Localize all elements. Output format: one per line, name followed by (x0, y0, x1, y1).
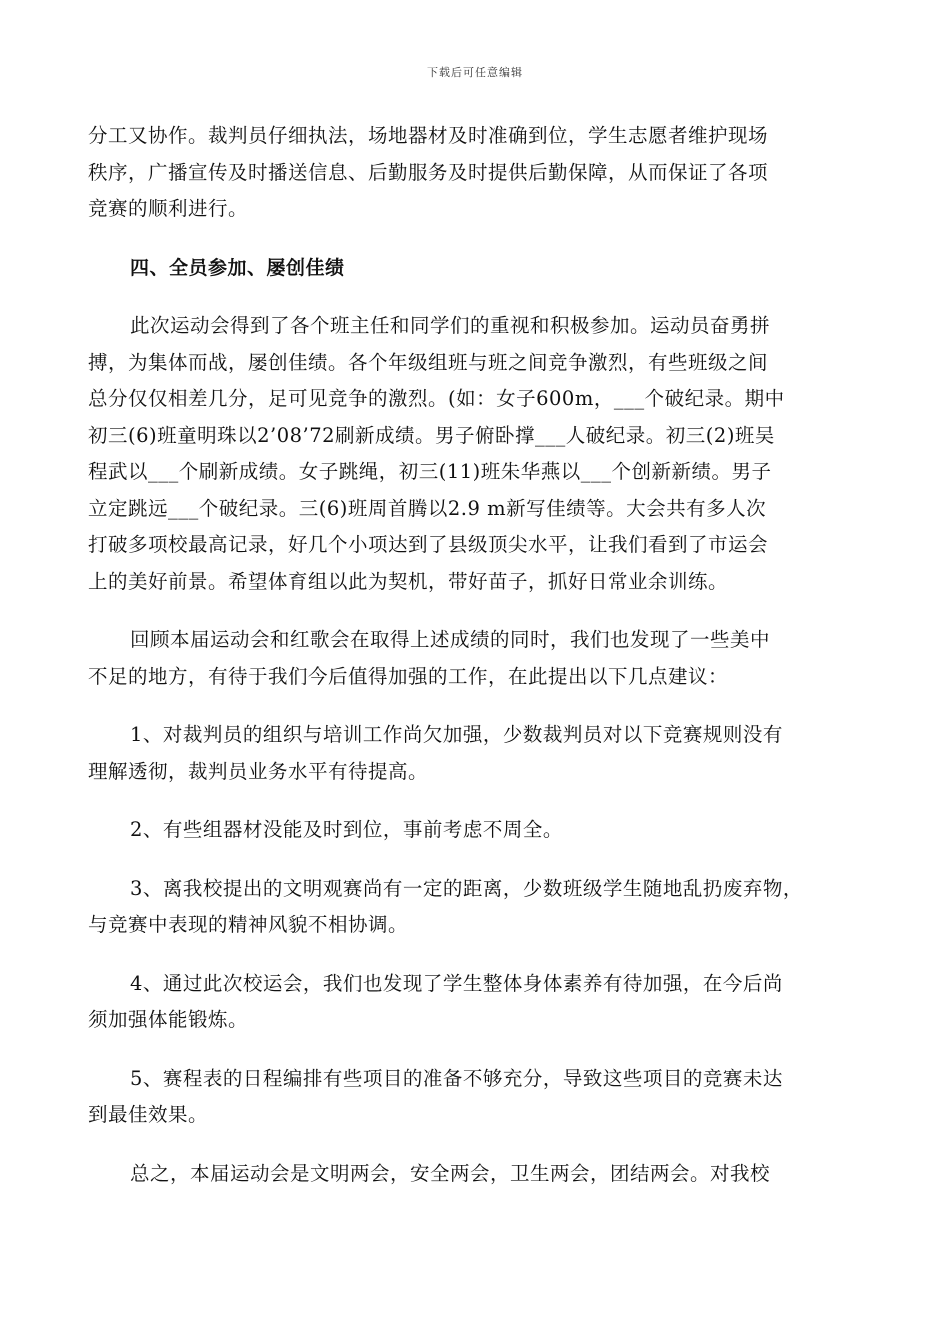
suggestion-item-2 (88, 812, 868, 849)
document-body (88, 118, 868, 1192)
paragraph-conclusion (88, 1156, 868, 1193)
text-line: 初三(6)班童明珠以2’08’72刷新成绩。男子俯卧撑___人破纪录。初三(2)班吴 (88, 423, 775, 447)
text-line: 总之，本届运动会是文明两会，安全两会，卫生两会，团结两会。对我校 (130, 1161, 771, 1185)
text-line: 理解透彻，裁判员业务水平有待提高。 (88, 759, 429, 783)
text-line: 5、赛程表的日程编排有些项目的准备不够充分，导致这些项目的竞赛未达 (130, 1066, 783, 1090)
text-line: 此次运动会得到了各个班主任和同学们的重视和积极参加。运动员奋勇拼 (130, 314, 771, 337)
text-line: 秩序，广播宣传及时播送信息、后勤服务及时提供后勤保障，从而保证了各项 (88, 160, 769, 184)
text-line: 4、通过此次校运会，我们也发现了学生整体身体素养有待加强，在今后尚 (130, 971, 783, 995)
page-header: 下载后可任意编辑 (427, 66, 523, 79)
text-line: 打破多项校最高记录，好几个小项达到了县级顶尖水平，让我们看到了市运会 (88, 533, 769, 556)
heading-text: 四、全员参加、屡创佳绩 (130, 256, 345, 279)
text-line: 须加强体能锻炼。 (88, 1008, 249, 1031)
text-line: 程武以___个刷新成绩。女子跳绳，初三(11)班朱华燕以___个创新新绩。男子 (88, 460, 772, 483)
text-line: 3、离我校提出的文明观赛尚有一定的距离，少数班级学生随地乱扔废弃物， (130, 876, 803, 900)
text-line: 与竞赛中表现的精神风貌不相协调。 (88, 913, 409, 936)
text-line: 上的美好前景。希望体育组以此为契机，带好苗子，抓好日常业余训练。 (88, 569, 729, 593)
text-line: 立定跳远___个破纪录。三(6)班周首腾以2.9 m新写佳绩等。大会共有多人次 (88, 496, 767, 520)
text-line: 1、对裁判员的组织与培训工作尚欠加强，少数裁判员对以下竞赛规则没有 (130, 723, 783, 746)
suggestion-item-1 (88, 717, 868, 790)
section-heading (88, 250, 868, 287)
paragraph-review (88, 622, 868, 695)
suggestion-item-5 (88, 1061, 868, 1134)
text-line: 2、有些组器材没能及时到位，事前考虑不周全。 (130, 818, 563, 841)
text-line: 搏，为集体而战，屡创佳绩。各个年级组班与班之间竞争激烈，有些班级之间 (88, 350, 769, 374)
paragraph-continuation (88, 118, 868, 228)
paragraph-results (88, 308, 868, 600)
text-line: 不足的地方，有待于我们今后值得加强的工作，在此提出以下几点建议： (88, 664, 729, 688)
suggestion-item-4 (88, 966, 868, 1039)
text-line: 竞赛的顺利进行。 (88, 197, 249, 220)
text-line: 回顾本届运动会和红歌会在取得上述成绩的同时，我们也发现了一些美中 (130, 628, 771, 651)
suggestion-item-3 (88, 871, 868, 944)
text-line: 分工又协作。裁判员仔细执法，场地器材及时准确到位，学生志愿者维护现场 (88, 124, 769, 147)
text-line: 总分仅仅相差几分，足可见竞争的激烈。(如：女子600m，___个破纪录。期中 (88, 387, 785, 410)
text-line: 到最佳效果。 (88, 1103, 209, 1126)
